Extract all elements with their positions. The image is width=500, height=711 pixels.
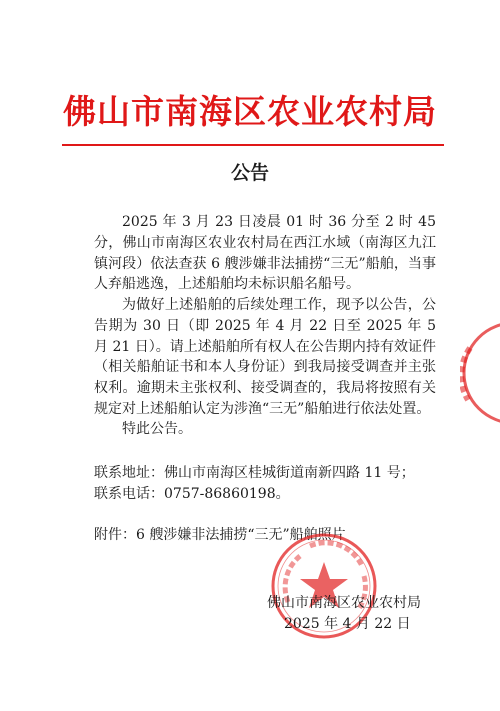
signature-org: 佛山市南海区农业农村局 bbox=[267, 595, 421, 611]
contact-phone: 联系电话：0757-86860198。 bbox=[94, 486, 290, 502]
attachment-line: 附件：6 艘涉嫌非法捕捞“三无”船舶照片 bbox=[94, 527, 346, 543]
closing-phrase: 特此公告。 bbox=[122, 421, 192, 437]
document-title: 公告 bbox=[230, 162, 269, 184]
contact-address: 联系地址：佛山市南海区桂城街道南新四路 11 号； bbox=[94, 465, 415, 481]
edge-seal bbox=[460, 318, 500, 428]
red-divider bbox=[62, 144, 444, 146]
signature-date: 2025 年 4 月 22 日 bbox=[284, 616, 411, 632]
partial-seal-icon bbox=[460, 318, 500, 428]
issuing-org-title: 佛山市南海区农业农村局 bbox=[63, 92, 437, 131]
body-paragraph-1: 2025 年 3 月 23 日凌晨 01 时 36 分至 2 时 45 分，佛山市南海区农业农村局在西江水域（南海区九江镇河段）依法查获 6 艘涉嫌非法捕捞“三无”船舶，当事人弃船逃逸，上述船舶均未标识船名船号。 bbox=[94, 214, 436, 293]
body-paragraph-2: 为做好上述船舶的后续处理工作，现予以公告，公告期为 30 日（即 2025 年 4 月 22 日至 2025 年 5 月 21 日）。请上述船舶所有权人在公告期内持有效证件（相关船舶证书和本人身份证）到我局接受调查并主张权利。逾期未主张权利、接受调查的，我局将按照有关规定对上述船舶认定为涉渔“三无”船舶进行依法处置。 bbox=[94, 297, 436, 417]
